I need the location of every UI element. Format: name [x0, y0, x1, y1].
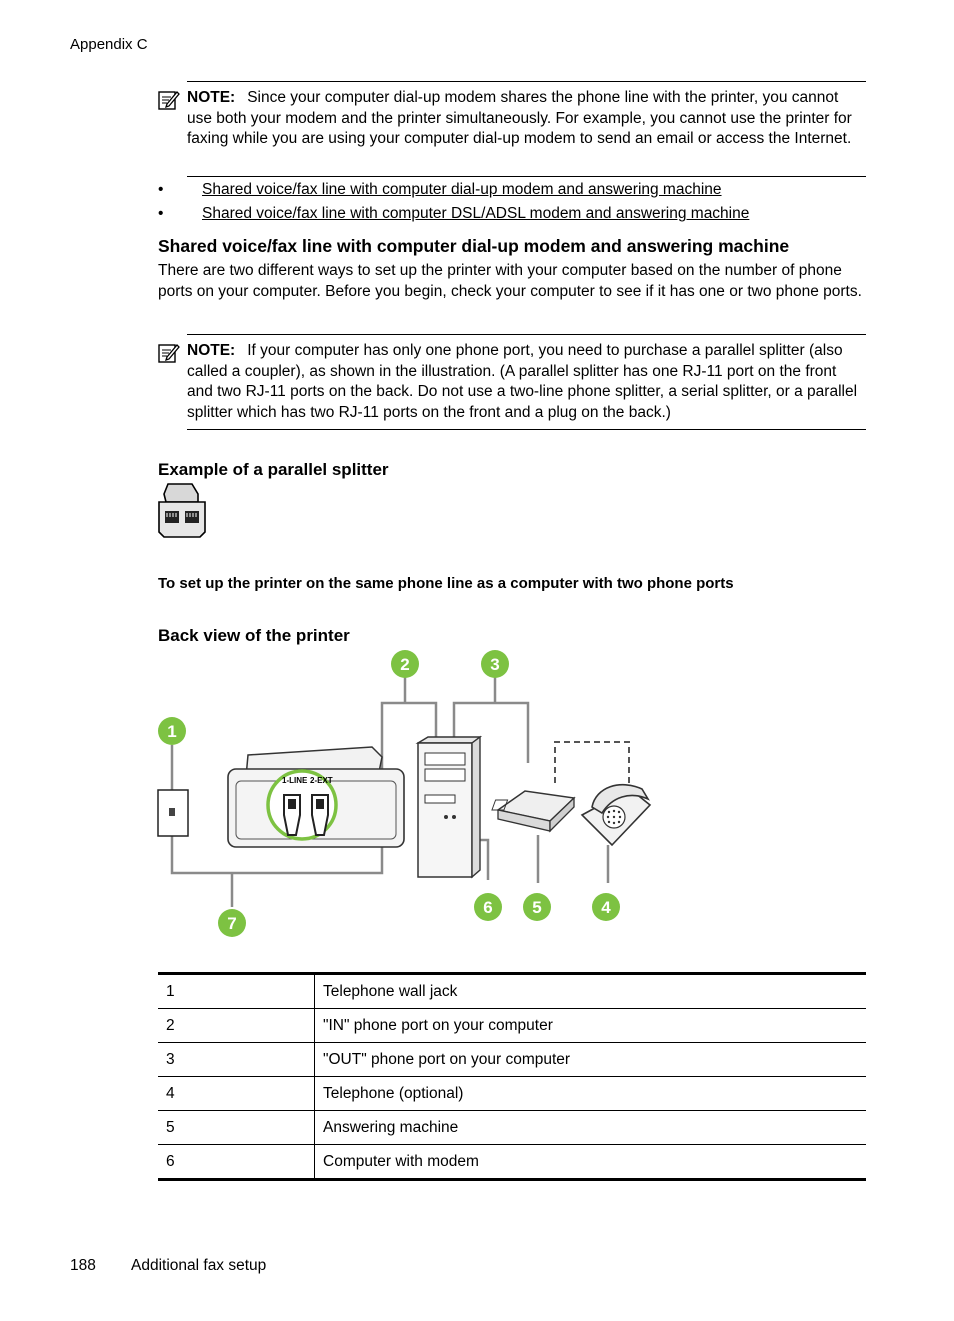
table-row	[158, 1145, 866, 1180]
link-dsl-answering-machine[interactable]: Shared voice/fax line with computer DSL/ADSL modem and answering machine	[202, 205, 750, 222]
procedure-heading: To set up the printer on the same phone line as a computer with two phone ports	[158, 575, 734, 592]
printer-back	[228, 747, 404, 847]
parallel-splitter-illustration	[156, 482, 208, 540]
callout-4-number: 4	[601, 898, 611, 917]
bullet-glyph: •	[158, 205, 164, 222]
note-box-modem	[158, 81, 866, 179]
table-cell-number: 1	[158, 974, 315, 1009]
section-title: Shared voice/fax line with computer dial-up modem and answering machine	[158, 236, 790, 256]
callout-1-number: 1	[167, 722, 177, 741]
list-item	[158, 180, 866, 204]
note-pencil-icon	[158, 89, 180, 111]
callout-7-number: 7	[227, 914, 237, 933]
table-row	[158, 974, 866, 1009]
table-row	[158, 1043, 866, 1077]
note-box-splitter	[158, 334, 866, 432]
note-label: NOTE:	[187, 342, 236, 359]
splitter-heading: Example of a parallel splitter	[158, 460, 389, 479]
callout-3-number: 3	[490, 655, 500, 674]
callout-5-number: 5	[532, 898, 542, 917]
table-cell-description: Computer with modem	[323, 1152, 479, 1170]
callout-2-number: 2	[400, 655, 410, 674]
connection-diagram	[150, 645, 670, 945]
table-cell-number: 2	[158, 1009, 315, 1043]
page-number: 188	[70, 1257, 96, 1274]
note-body: Since your computer dial-up modem shares the phone line with the printer, you cannot use both your modem and the printer simultaneously. For example, you cannot use the printer for faxing while you are using your computer dial-up modem to send an email or access the Internet.	[187, 89, 852, 147]
link-list	[158, 180, 866, 228]
table-cell-number: 6	[158, 1145, 315, 1180]
table-row	[158, 1077, 866, 1111]
port-label-ext: 2-EXT	[310, 776, 333, 785]
table-cell-number: 3	[158, 1043, 315, 1077]
callout-6-number: 6	[483, 898, 493, 917]
note-label: NOTE:	[187, 89, 236, 106]
note-top-rule	[187, 81, 866, 82]
section-intro: There are two different ways to set up the printer with your computer based on the number of phone ports on your computer. Before you begin, check your computer to see if it has one or two phone ports.	[158, 262, 862, 300]
telephone	[582, 785, 650, 845]
port-label-line: 1-LINE	[282, 776, 308, 785]
bullet-glyph: •	[158, 181, 164, 198]
note-text	[187, 88, 866, 150]
link-dialup-answering-machine[interactable]: Shared voice/fax line with computer dial-up modem and answering machine	[202, 181, 722, 198]
table-cell-description: Answering machine	[315, 1111, 867, 1145]
running-head: Appendix C	[70, 36, 148, 53]
table-cell-description: Telephone (optional)	[315, 1077, 867, 1111]
computer-tower	[418, 737, 480, 877]
table-cell-description: "IN" phone port on your computer	[315, 1009, 867, 1043]
footer-section-name: Additional fax setup	[131, 1257, 267, 1274]
table-cell-number: 4	[158, 1077, 315, 1111]
parts-table	[158, 972, 866, 1181]
table-cell-number: 5	[158, 1111, 315, 1145]
note-bottom-rule	[187, 429, 866, 430]
table-row	[158, 1111, 866, 1145]
note-body: If your computer has only one phone port, you need to purchase a parallel splitter (also called a coupler), as shown in the illustration. (A parallel splitter has one RJ-11 port on the front and two RJ-11 ports on the back. Do not use a two-line phone splitter, a serial splitter, or a parallel splitter which has two RJ-11 ports on the front and a plug on the back.)	[187, 342, 858, 421]
note-text	[187, 341, 866, 423]
answering-machine	[492, 791, 574, 831]
list-item	[158, 204, 866, 228]
table-cell-description: Telephone wall jack	[315, 974, 867, 1009]
table-row	[158, 1009, 866, 1043]
note-bottom-rule	[187, 176, 866, 177]
note-top-rule	[187, 334, 866, 335]
table-cell-description: "OUT" phone port on your computer	[315, 1043, 867, 1077]
note-pencil-icon	[158, 342, 180, 364]
back-view-heading: Back view of the printer	[158, 626, 350, 645]
